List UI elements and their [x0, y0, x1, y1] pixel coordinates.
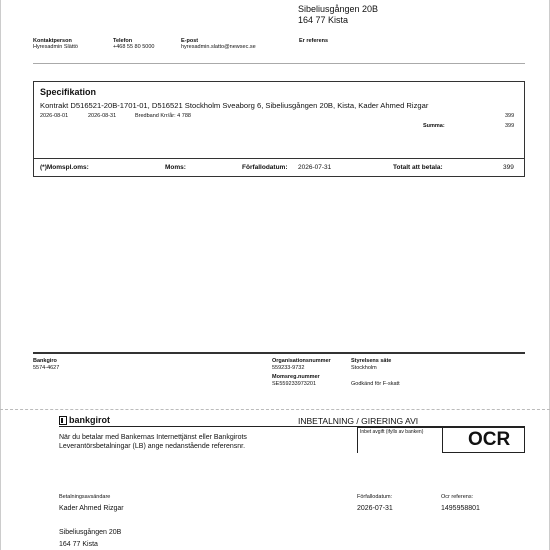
- phone-label: Telefon: [113, 38, 133, 44]
- orgnr-label: Organisationsnummer: [272, 358, 331, 364]
- vat-value: SE559233973201: [272, 381, 317, 387]
- sum-value: 399: [505, 123, 515, 129]
- instruction-line-2: Leverantörsbetalningar (LB) ange nedanstående referensnr.: [59, 443, 246, 450]
- period-from: 2026-08-01: [40, 113, 69, 119]
- sender-street: Sibeliusgången 20B: [59, 529, 122, 536]
- email-label: E-post: [181, 38, 199, 44]
- instruction-line-1: När du betalar med Bankernas Internettjänst eller Bankgirots: [59, 434, 247, 441]
- bankgiro-value: 5574-4627: [33, 365, 60, 371]
- giro-title: INBETALNING / GIRERING AVI: [298, 416, 419, 426]
- line-description: Bredband Krr/år: 4 788: [135, 113, 191, 119]
- contract-line: Kontrakt D516521-20B-1701-01, D516521 Stockholm Sveaborg 6, Sibeliusgången 20B, Kista, Kader Ahmed Rizgar: [40, 101, 429, 110]
- ftax-value: Godkänd för F-skatt: [351, 381, 400, 387]
- orgnr-value: 559233-9732: [272, 365, 305, 371]
- total-label: Totalt att betala:: [393, 164, 443, 171]
- sender-name: Kader Ahmed Rizgar: [59, 505, 124, 512]
- spec-footer-divider: [33, 158, 525, 159]
- bankgirot-logo-icon: [59, 416, 67, 425]
- ocr-ref-label: Ocr referens:: [441, 494, 474, 500]
- bankgirot-logo: [59, 415, 110, 425]
- seat-value: Stockholm: [351, 365, 377, 371]
- sum-label: Summa:: [423, 123, 445, 129]
- bankgirot-logo-text: bankgirot: [69, 415, 111, 425]
- recipient-street: Sibeliusgången 20B: [298, 4, 379, 14]
- seat-label: Styrelsens säte: [351, 358, 392, 364]
- line-amount: 399: [505, 113, 515, 119]
- recipient-city: 164 77 Kista: [298, 15, 349, 25]
- period-to: 2026-08-31: [88, 113, 117, 119]
- company-divider: [33, 352, 525, 354]
- tear-off-line: [0, 409, 550, 410]
- total-value: 399: [503, 164, 514, 171]
- slip-due-value: 2026-07-31: [357, 505, 393, 512]
- header-divider: [33, 63, 525, 64]
- vat-label: Momsreg.nummer: [272, 374, 320, 380]
- deposit-fee-label: Inbet avgift (ifylls av banken): [360, 429, 424, 435]
- contact-value: Hyresadmin Slättö: [33, 44, 78, 50]
- specification-title: Specifikation: [40, 87, 97, 97]
- ocr-text: OCR: [468, 429, 511, 450]
- contact-label: Kontaktperson: [33, 38, 72, 44]
- ocr-ref-value: 1495958801: [441, 505, 480, 512]
- momspl-label: (*)Momspl.oms:: [40, 164, 89, 171]
- email-value[interactable]: hyresadmin.slatto@newsec.se: [181, 44, 256, 50]
- specification-box: [33, 81, 525, 177]
- due-date-label: Förfallodatum:: [242, 164, 288, 171]
- sender-label: Betalningsavsändare: [59, 494, 111, 500]
- sender-city: 164 77 Kista: [59, 541, 98, 548]
- bankgiro-label: Bankgiro: [33, 358, 57, 364]
- moms-label: Moms:: [165, 164, 186, 171]
- reference-label: Er referens: [299, 38, 329, 44]
- slip-due-label: Förfallodatum:: [357, 494, 393, 500]
- phone-value: +468 55 80 5000: [113, 44, 155, 50]
- due-date-value: 2026-07-31: [298, 164, 332, 171]
